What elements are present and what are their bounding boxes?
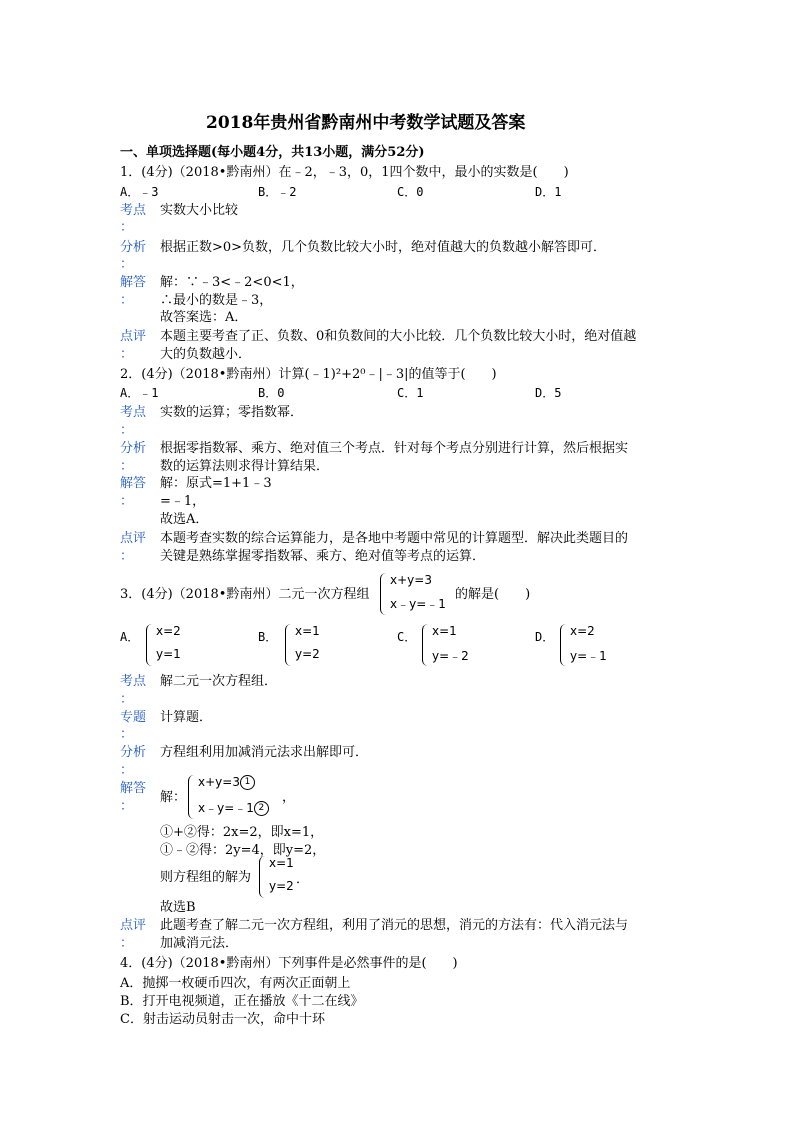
colon: ：: [120, 494, 134, 509]
q3-option-a-system: [146, 624, 206, 666]
q3-eq-1: x+y=3: [390, 573, 432, 587]
colon: ：: [120, 220, 134, 235]
q3-step-2: ①﹣②得：2y=4，即y=2，: [160, 843, 326, 858]
q2-jieda-3: 故选A．: [160, 512, 209, 527]
q3-equation-system: [380, 573, 460, 615]
q3-dianping-1: 此题考查了解二元一次方程组，利用了消元的思想，消元的方法有：代入消元法与: [160, 918, 629, 933]
q3-c-line1: x=1: [432, 624, 457, 638]
q1-option-a: A．﹣3: [120, 185, 159, 199]
q2-fenxi-label: 分析: [120, 441, 147, 456]
colon: ：: [120, 293, 134, 308]
q2-jieda-2: =﹣1，: [160, 494, 206, 509]
q2-option-a: A．﹣1: [120, 386, 159, 400]
colon: ：: [120, 549, 134, 564]
circled-1: 1: [240, 775, 255, 790]
question-4-stem: 4．(4分)（2018•黔南州）下列事件是必然事件的是( ): [120, 956, 458, 971]
question-3-stem-pre: 3．(4分)（2018•黔南州）二元一次方程组: [120, 587, 370, 602]
q1-kaodian: 实数大小比较: [160, 203, 239, 218]
section-heading: 一、单项选择题(每小题4分，共13小题，满分52分): [120, 145, 425, 160]
q3-jieda-comma: ，: [282, 790, 296, 805]
q3-jieda-pre: 解：: [160, 790, 187, 805]
q3-kaodian: 解二元一次方程组．: [160, 674, 278, 689]
q1-jieda-label: 解答: [120, 275, 147, 290]
q4-option-c: C．射击运动员射击一次，命中十环: [120, 1012, 325, 1027]
q3-fenxi: 方程组利用加减消元法求出解即可．: [160, 745, 369, 760]
q3-result-2: y=2: [269, 879, 294, 893]
colon: ：: [120, 936, 134, 951]
colon: ：: [120, 727, 134, 742]
q1-dianping-1: 本题主要考查了正、负数、0和负数间的大小比较．几个负数比较大小时，绝对值越: [160, 329, 637, 344]
colon: ：: [120, 692, 134, 707]
q3-dianping-label: 点评: [120, 918, 147, 933]
question-3-stem-post: 的解是( ): [455, 587, 531, 602]
colon: ：: [120, 763, 134, 778]
q3-step-4: 故选B: [160, 900, 196, 915]
q3-option-b-system: [285, 624, 345, 666]
q3-dianping-2: 加减消元法．: [160, 936, 239, 951]
q3-option-c-system: [422, 624, 492, 666]
q2-dianping-2: 关键是熟练掌握零指数幂、乘方、绝对值等考点的运算．: [160, 549, 486, 564]
q3-d-line1: x=2: [570, 624, 595, 638]
q4-option-b: B．打开电视频道，正在播放《十二在线》: [120, 994, 364, 1009]
q3-option-d-system: [560, 624, 630, 666]
q3-a-line2: y=1: [156, 647, 181, 661]
q2-jieda-label: 解答: [120, 476, 147, 491]
q1-fenxi-label: 分析: [120, 240, 147, 255]
question-2-stem: 2．(4分)（2018•黔南州）计算(﹣1)²+2⁰﹣|﹣3|的值等于( ): [120, 367, 497, 382]
q2-option-c: C．1: [397, 386, 424, 400]
circled-2: 2: [254, 801, 269, 816]
q3-c-line2: y=﹣2: [432, 649, 469, 663]
q1-jieda-2: ∴最小的数是﹣3，: [160, 293, 273, 308]
q3-eq-2: x﹣y=﹣1: [390, 597, 446, 611]
page-title: 2018年贵州省黔南州中考数学试题及答案: [206, 113, 526, 133]
q2-option-b: B．0: [258, 386, 285, 400]
q2-jieda-1: 解：原式=1+1﹣3: [160, 476, 272, 491]
q3-step-3-pre: 则方程组的解为: [160, 870, 252, 885]
q3-zhuanti-label: 专题: [120, 710, 147, 725]
q1-dianping-2: 大的负数越小．: [160, 347, 252, 362]
q2-fenxi-2: 数的运算法则求得计算结果．: [160, 459, 330, 474]
q3-option-c: C．: [397, 630, 417, 644]
q3-option-a: A．: [120, 630, 140, 644]
question-1-stem: 1．(4分)（2018•黔南州）在﹣2，﹣3，0，1四个数中，最小的实数是( ): [120, 165, 569, 180]
colon: ：: [120, 799, 134, 814]
q3-step-1: ①+②得：2x=2，即x=1，: [160, 825, 324, 840]
q3-jieda-label: 解答: [120, 781, 147, 796]
q1-dianping-label: 点评: [120, 329, 147, 344]
q1-kaodian-label: 考点: [120, 203, 147, 218]
q3-kaodian-label: 考点: [120, 674, 147, 689]
colon: ：: [120, 423, 134, 438]
q2-fenxi-1: 根据零指数幂、乘方、绝对值三个考点．针对每个考点分别进行计算，然后根据实: [160, 441, 629, 456]
q3-a-line1: x=2: [156, 624, 181, 638]
q3-step-3-post: ．: [296, 872, 310, 887]
q3-option-b: B．: [258, 630, 278, 644]
q4-option-a: A．抛掷一枚硬币四次，有两次正面朝上: [120, 976, 351, 991]
q1-jieda-1: 解：∵﹣3<﹣2<0<1，: [160, 275, 304, 290]
q3-d-line2: y=﹣1: [570, 649, 607, 663]
q2-kaodian: 实数的运算；零指数幂．: [160, 405, 304, 420]
q1-option-b: B．﹣2: [258, 185, 297, 199]
q1-option-c: C．0: [397, 185, 424, 199]
q3-result-1: x=1: [269, 856, 294, 870]
q2-dianping-1: 本题考查实数的综合运算能力，是各地中考题中常见的计算题型．解决此类题目的: [160, 531, 629, 546]
q3-b-line1: x=1: [295, 624, 320, 638]
colon: ：: [120, 459, 134, 474]
q3-b-line2: y=2: [295, 647, 320, 661]
q3-option-d: D．: [535, 630, 555, 644]
q1-option-d: D．1: [535, 185, 562, 199]
q3-jd-eq1: x+y=3 1: [198, 775, 255, 790]
q1-fenxi: 根据正数>0>负数，几个负数比较大小时，绝对值越大的负数越小解答即可．: [160, 240, 607, 255]
q2-kaodian-label: 考点: [120, 405, 147, 420]
q2-option-d: D．5: [535, 386, 562, 400]
q3-zhuanti: 计算题．: [160, 710, 213, 725]
q3-jieda-system: [188, 775, 283, 819]
q3-jd-eq2: x﹣y=﹣1 2: [198, 799, 269, 816]
q2-dianping-label: 点评: [120, 531, 147, 546]
colon: ：: [120, 347, 134, 362]
q3-fenxi-label: 分析: [120, 745, 147, 760]
colon: ：: [120, 257, 134, 272]
q1-jieda-3: 故答案选：A．: [160, 310, 248, 325]
